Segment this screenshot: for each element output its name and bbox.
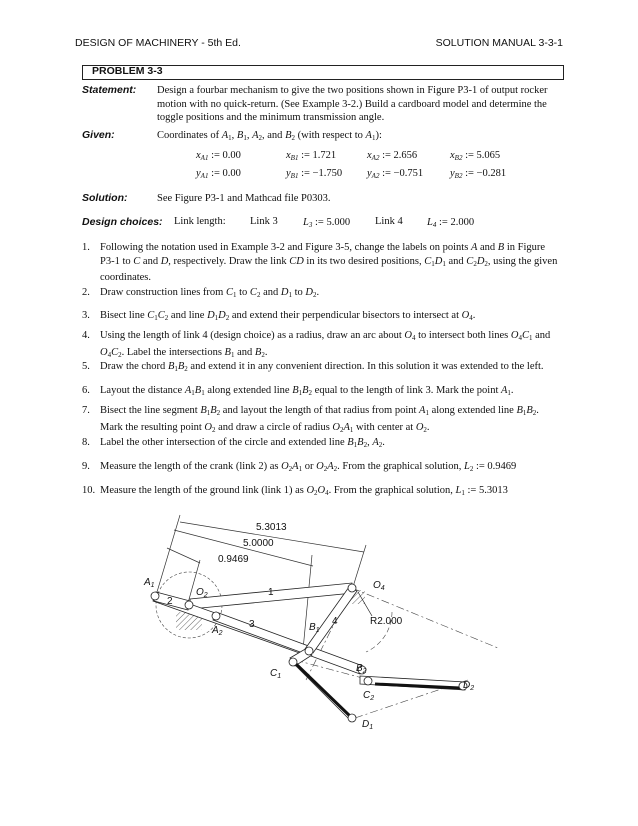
- dim-label-5-3013: 5.3013: [256, 522, 287, 533]
- dim-ext-a1: [157, 515, 180, 592]
- label-d2: $D_2$: [463, 680, 475, 692]
- label-link-3: 3: [249, 619, 255, 630]
- design-link-length: Link length:: [174, 216, 226, 227]
- pin-d1: [348, 714, 356, 722]
- step-3: 3. Bisect line $C_1C_2$ and line $D_1D_2$ and extend their perpendicular bisectors to intersect at $O_4$.: [82, 310, 476, 322]
- statement-label: Statement:: [82, 84, 137, 96]
- link-c1d1: [295, 663, 352, 718]
- step-1: 1. Following the notation used in Example 3-2 and Figure 3-5, change the labels on points A and B in Figure P3-1 to C and D, respectively. Draw the link CD in its two desired positions, $C_1D_1$ and $C_2D_2$, using the given coordinates.: [82, 242, 558, 283]
- step-9: 9. Measure the length of the crank (link 2) as $O_2A_1$ or $O_2A_2$. From the graphical solution, $L_2$ := 0.9469: [82, 461, 517, 473]
- step-7: 7. Bisect the line segment $B_1B_2$ and layout the length of that radius from point $A_1$ along extended line $B_1B_2$. Mark the resulting point $O_2$ and draw a circle of radius $O_2A_1$ with center at $O_2$.: [82, 405, 539, 434]
- label-b2: $B_2$: [356, 663, 367, 675]
- pin-a1: [151, 592, 159, 600]
- pin-a2: [212, 612, 220, 620]
- label-c2: $C_2$: [363, 690, 375, 702]
- yB2-value: $y_{B2}$ := −0.281: [450, 168, 507, 180]
- design-label: Design choices:: [82, 216, 163, 228]
- yA1-value: $y_{A1}$ := 0.00: [196, 168, 241, 180]
- step-6: 6. Layout the distance $A_1B_1$ along extended line $B_1B_2$ equal to the length of link 3. Mark the point $A_1$.: [82, 385, 514, 397]
- design-L3: $L_3$ := 5.000: [303, 217, 351, 229]
- design-link3: Link 3: [250, 216, 278, 227]
- pin-b1: [305, 647, 313, 655]
- given-intro: Coordinates of $A_1$, $B_1$, $A_2$, and $B_2$ (with respect to $A_1$):: [157, 130, 382, 142]
- xA2-value: $x_{A2}$ := 2.656: [367, 150, 418, 162]
- label-link-1: 1: [268, 587, 274, 598]
- dim-ext-b1: [303, 555, 312, 650]
- header-right: SOLUTION MANUAL 3-3-1: [435, 37, 563, 49]
- label-link-4: 4: [332, 616, 338, 627]
- label-a2: $A_2$: [212, 625, 223, 637]
- xB1-value: $x_{B1}$ := 1.721: [286, 150, 337, 162]
- solution-label: Solution:: [82, 192, 128, 204]
- dim-line-0-9469: [167, 548, 200, 563]
- yA2-value: $y_{A2}$ := −0.751: [367, 168, 424, 180]
- xB2-value: $x_{B2}$ := 5.065: [450, 150, 501, 162]
- step-4: 4. Using the length of link 4 (design choice) as a radius, draw an arc about $O_4$ to intersect both lines $O_4C_1$ and $O_4C_2$. Label the intersections $B_1$ and $B_2$.: [82, 330, 551, 359]
- given-label: Given:: [82, 129, 115, 141]
- label-o4: $O_4$: [373, 580, 385, 592]
- statement-text: Design a fourbar mechanism to give the two positions shown in Figure P3-1 of output rocker motion with no quick-return. (See Example 3-2.) Build a cardboard model and determine the toggle positions and the minimum transmission angle.: [157, 85, 548, 123]
- dim-label-0-9469: 0.9469: [218, 554, 249, 565]
- pin-c1: [289, 658, 297, 666]
- pin-c2: [364, 677, 372, 685]
- label-o2: $O_2$: [196, 587, 208, 599]
- header-left: DESIGN OF MACHINERY - 5th Ed.: [75, 37, 241, 49]
- xA1-value: $x_{A1}$ := 0.00: [196, 150, 241, 162]
- link-3-pos2: [213, 612, 363, 674]
- step-10: 10. Measure the length of the ground link (link 1) as $O_2O_4$. From the graphical solution, $L_1$ := 5.3013: [82, 485, 508, 497]
- step-2: 2. Draw construction lines from $C_1$ to $C_2$ and $D_1$ to $D_2$.: [82, 287, 320, 299]
- step-5: 5. Draw the chord $B_1B_2$ and extend it in any convenient direction. In this solution it was extended to the left.: [82, 361, 544, 373]
- yB1-value: $y_{B1}$ := −1.750: [286, 168, 343, 180]
- label-radius: R2.000: [370, 616, 403, 627]
- step-8: 8. Label the other intersection of the circle and extended line $B_1B_2$, $A_2$.: [82, 437, 385, 449]
- pin-o2: [185, 601, 193, 609]
- design-link4: Link 4: [375, 216, 403, 227]
- label-b1: $B_1$: [309, 622, 320, 634]
- solution-text: See Figure P3-1 and Mathcad file P0303.: [157, 193, 331, 204]
- pin-o4: [348, 584, 356, 592]
- label-link-2: 2: [167, 596, 173, 607]
- link-c1d1-outline: [290, 660, 350, 720]
- label-d1: $D_1$: [362, 719, 374, 731]
- label-a1: $A_1$: [144, 577, 155, 589]
- problem-title: PROBLEM 3-3: [92, 65, 163, 77]
- dim-label-5-0000: 5.0000: [243, 538, 274, 549]
- label-c1: $C_1$: [270, 668, 282, 680]
- design-L4: $L_4$ := 2.000: [427, 217, 475, 229]
